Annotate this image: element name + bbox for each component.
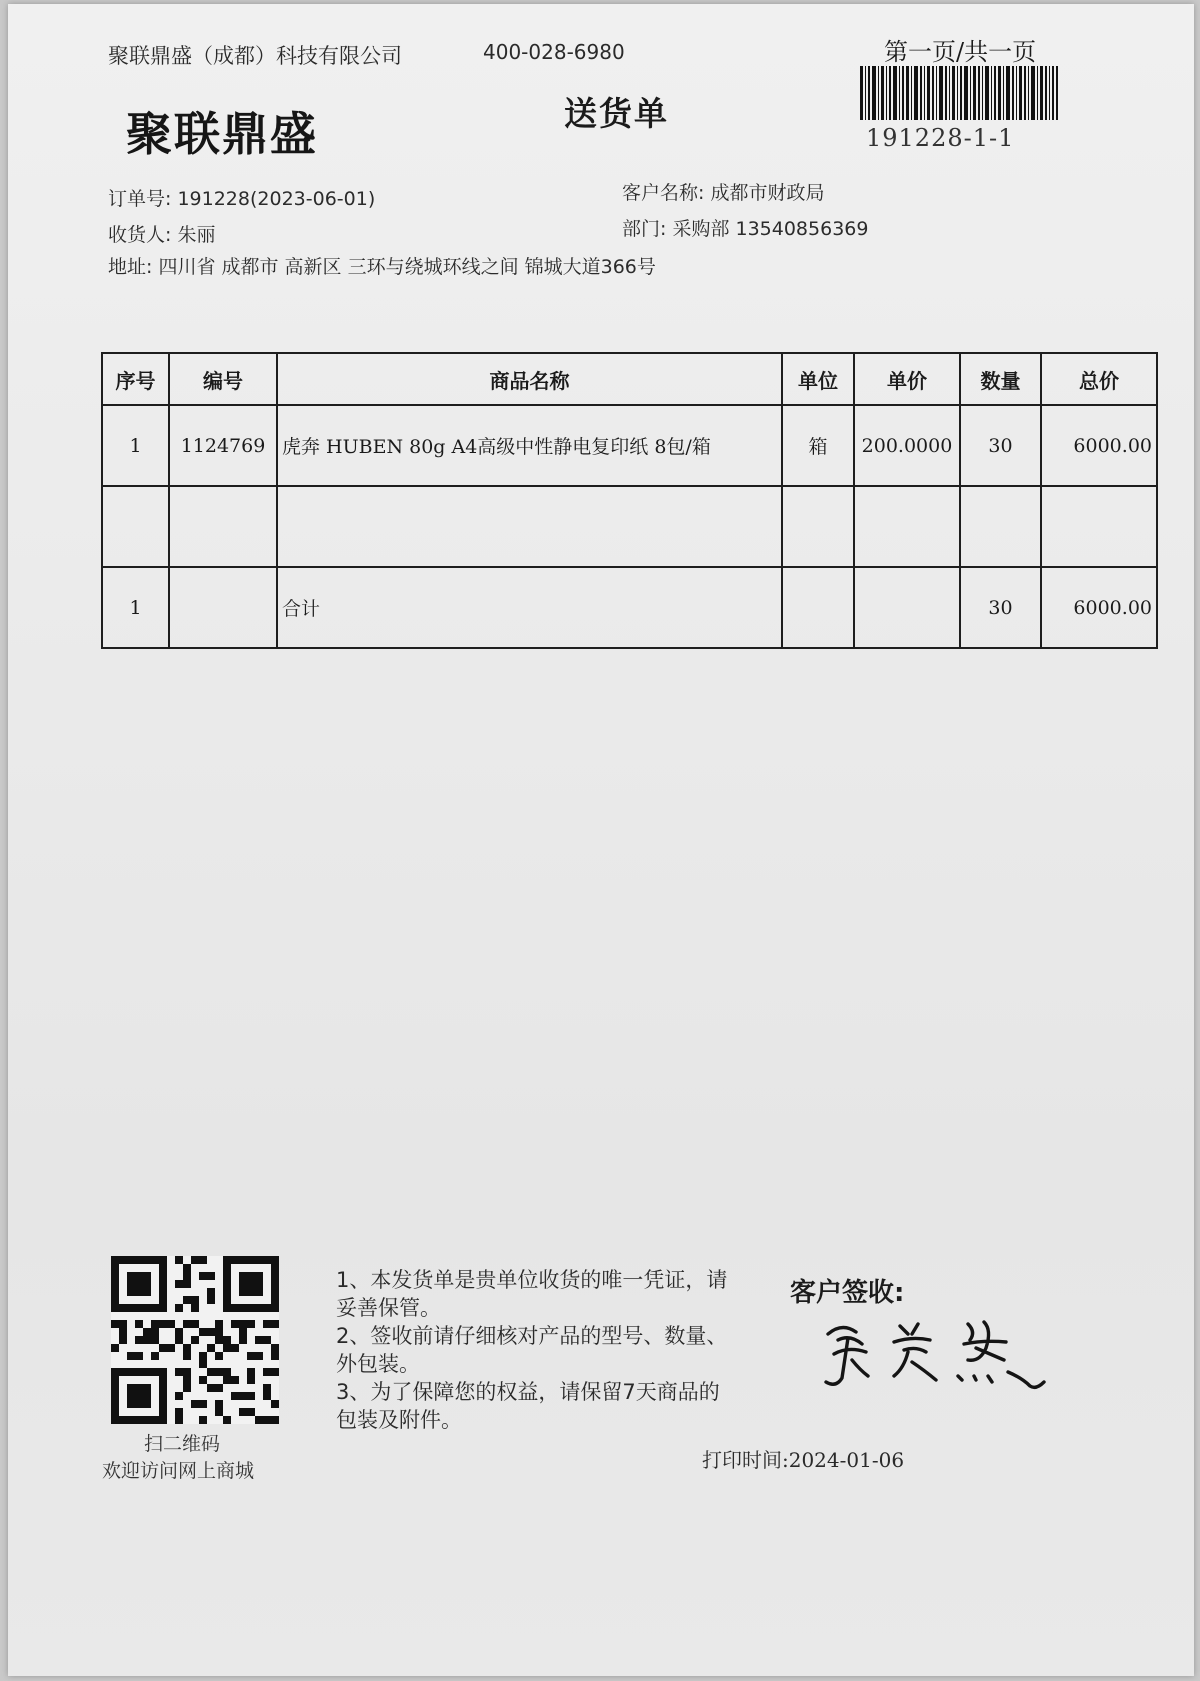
total-seq: 1 bbox=[102, 567, 169, 648]
table-total-row bbox=[102, 567, 1157, 648]
cell-seq: 1 bbox=[102, 405, 169, 486]
barcode-number: 191228-1-1 bbox=[866, 124, 1015, 152]
delivery-note-paper bbox=[8, 4, 1194, 1676]
address-value: 四川省 成都市 高新区 三环与绕城环线之间 锦城大道366号 bbox=[158, 256, 656, 278]
customer-sign-label: 客户签收: bbox=[790, 1278, 905, 1308]
table-row-empty bbox=[102, 486, 1157, 567]
cell-code: 1124769 bbox=[169, 405, 277, 486]
customer-value: 成都市财政局 bbox=[710, 182, 825, 204]
address-label: 地址: bbox=[108, 256, 153, 278]
department bbox=[622, 214, 868, 241]
header-seq: 序号 bbox=[102, 353, 169, 405]
receiver-label: 收货人: bbox=[108, 224, 172, 246]
items-table bbox=[101, 352, 1158, 649]
order-value: 191228(2023-06-01) bbox=[177, 188, 376, 210]
page-info: 第一页/共一页 bbox=[884, 38, 1037, 66]
total-label: 合计 bbox=[277, 567, 782, 648]
note-item: 3、为了保障您的权益，请保留7天商品的包装及附件。 bbox=[336, 1380, 720, 1432]
qr-caption-scan: 扫二维码 bbox=[144, 1433, 221, 1455]
cell-unit: 箱 bbox=[782, 405, 854, 486]
header-total: 总价 bbox=[1041, 353, 1157, 405]
cell-unit-price: 200.0000 bbox=[854, 405, 960, 486]
receiver-value: 朱丽 bbox=[177, 224, 216, 246]
barcode bbox=[860, 66, 1058, 120]
cell-quantity: 30 bbox=[960, 405, 1041, 486]
header-code: 编号 bbox=[169, 353, 277, 405]
total-quantity: 30 bbox=[960, 567, 1041, 648]
company-logo: 聚联鼎盛 bbox=[126, 107, 318, 161]
dept-label: 部门: bbox=[622, 218, 667, 240]
dept-value: 采购部 13540856369 bbox=[672, 218, 869, 240]
header-quantity: 数量 bbox=[960, 353, 1041, 405]
company-name: 聚联鼎盛（成都）科技有限公司 bbox=[108, 44, 402, 68]
handwritten-signature bbox=[808, 1304, 1058, 1399]
notes bbox=[336, 1266, 736, 1434]
receiver bbox=[108, 220, 215, 247]
document-title: 送货单 bbox=[564, 94, 669, 133]
header-unit: 单位 bbox=[782, 353, 854, 405]
address bbox=[108, 252, 656, 279]
order-label: 订单号: bbox=[108, 188, 172, 210]
customer-label: 客户名称: bbox=[622, 182, 705, 204]
customer-name bbox=[622, 178, 824, 205]
cell-total: 6000.00 bbox=[1041, 405, 1157, 486]
table-header-row bbox=[102, 353, 1157, 405]
header-product-name: 商品名称 bbox=[277, 353, 782, 405]
table-row bbox=[102, 405, 1157, 486]
qr-code bbox=[111, 1256, 279, 1424]
company-phone: 400-028-6980 bbox=[483, 40, 625, 64]
total-amount: 6000.00 bbox=[1041, 567, 1157, 648]
note-item: 1、本发货单是贵单位收货的唯一凭证，请妥善保管。 bbox=[336, 1268, 728, 1320]
order-number bbox=[108, 184, 375, 211]
note-item: 2、签收前请仔细核对产品的型号、数量、外包装。 bbox=[336, 1324, 728, 1376]
qr-caption-welcome: 欢迎访问网上商城 bbox=[102, 1460, 255, 1482]
header-unit-price: 单价 bbox=[854, 353, 960, 405]
print-time: 打印时间:2024-01-06 bbox=[702, 1448, 905, 1472]
cell-product-name: 虎奔 HUBEN 80g A4高级中性静电复印纸 8包/箱 bbox=[277, 405, 782, 486]
